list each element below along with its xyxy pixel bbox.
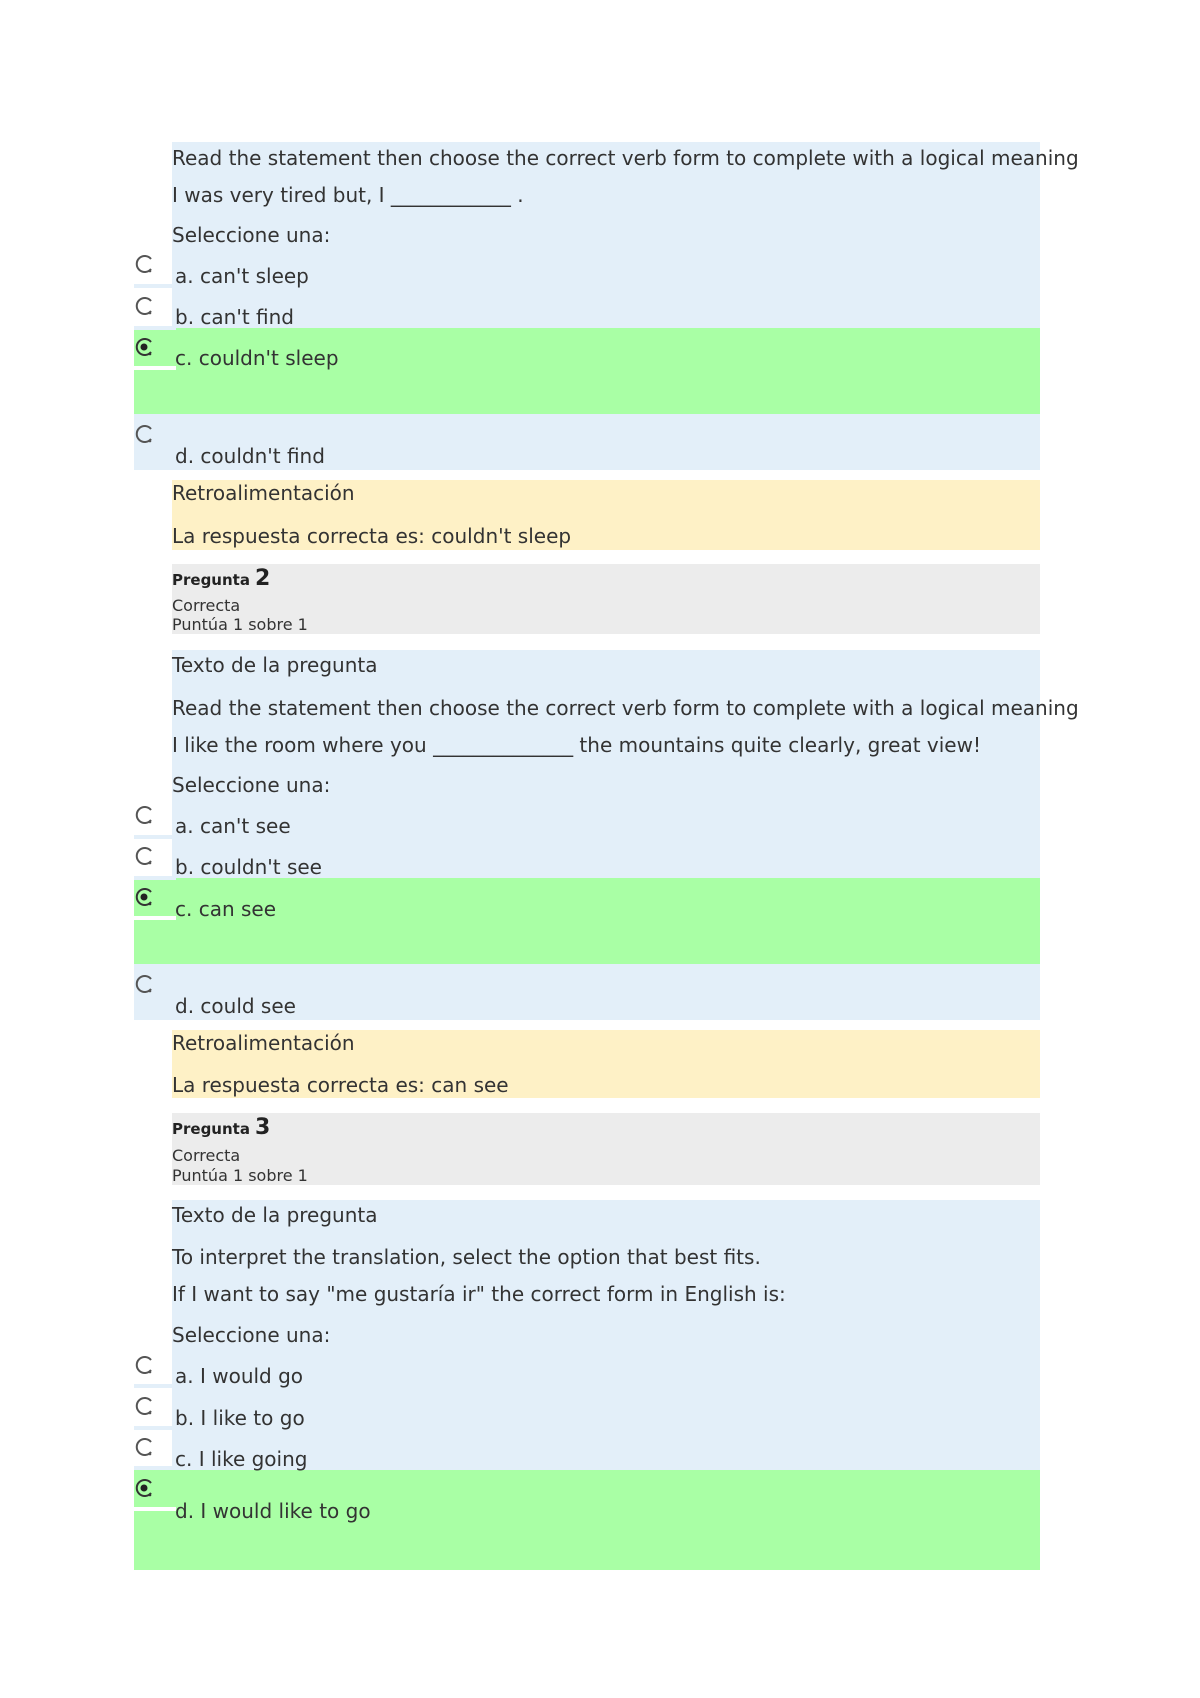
question3-statement: If I want to say "me gustaría ir" the correct form in English is: (172, 1282, 786, 1306)
question2-option-d[interactable]: d. could see (175, 994, 296, 1018)
option-separator (134, 916, 176, 920)
question3-prompt: To interpret the translation, select the option that best fits. (172, 1245, 761, 1269)
question2-text-label: Texto de la pregunta (172, 653, 378, 677)
question3-option-a[interactable]: a. I would go (175, 1364, 304, 1388)
radio-q1-b[interactable] (134, 295, 156, 317)
question2-statement: I like the room where you ______________ the mountains quite clearly, great view! (172, 733, 981, 757)
question1-feedback-title: Retroalimentación (172, 481, 355, 505)
radio-q2-b[interactable] (134, 845, 156, 867)
radio-unchecked-icon (134, 973, 156, 995)
radio-q1-c[interactable] (134, 336, 156, 358)
question1-option-d[interactable]: d. couldn't find (175, 444, 325, 468)
option-separator (134, 284, 176, 288)
question2-status: Correcta (172, 596, 241, 615)
radio-unchecked-icon (134, 253, 156, 275)
radio-checked-icon (134, 1477, 156, 1499)
radio-unchecked-icon (134, 845, 156, 867)
question1-option-c[interactable]: c. couldn't sleep (175, 346, 339, 370)
option-separator (134, 876, 176, 880)
option-separator (134, 1384, 176, 1388)
question1-correct-option-highlight (134, 328, 1040, 414)
option-separator (134, 366, 176, 370)
radio-q2-c[interactable] (134, 886, 156, 908)
question1-feedback-text: La respuesta correcta es: couldn't sleep (172, 524, 572, 548)
question2-body (172, 650, 1040, 878)
question3-option-c[interactable]: c. I like going (175, 1447, 308, 1471)
question2-option-b[interactable]: b. couldn't see (175, 855, 322, 879)
radio-checked-icon (134, 336, 156, 358)
question2-title (172, 566, 270, 591)
radio-q3-d[interactable] (134, 1477, 156, 1499)
question2-title-label: Pregunta (172, 571, 250, 589)
question3-status: Correcta (172, 1146, 241, 1165)
radio-q2-d[interactable] (134, 973, 156, 995)
question3-title-label: Pregunta (172, 1120, 250, 1138)
question1-prompt: Read the statement then choose the correct verb form to complete with a logical meaning (172, 146, 1079, 170)
question2-select-label: Seleccione una: (172, 773, 331, 797)
question2-option-c[interactable]: c. can see (175, 897, 277, 921)
option-separator (134, 1466, 176, 1470)
option-separator (134, 326, 176, 330)
option-separator (134, 1426, 176, 1430)
radio-checked-icon (134, 886, 156, 908)
radio-q3-a[interactable] (134, 1354, 156, 1376)
question3-score: Puntúa 1 sobre 1 (172, 1166, 308, 1185)
question3-select-label: Seleccione una: (172, 1323, 331, 1347)
question1-option-b[interactable]: b. can't find (175, 305, 295, 329)
question3-option-b[interactable]: b. I like to go (175, 1406, 305, 1430)
question1-statement: I was very tired but, I ____________ . (172, 183, 524, 207)
radio-unchecked-icon (134, 295, 156, 317)
question2-option-a[interactable]: a. can't see (175, 814, 291, 838)
option-separator (134, 835, 176, 839)
radio-unchecked-icon (134, 804, 156, 826)
radio-q2-a[interactable] (134, 804, 156, 826)
radio-unchecked-icon (134, 1395, 156, 1417)
question2-feedback-title: Retroalimentación (172, 1031, 355, 1055)
radio-q3-c[interactable] (134, 1436, 156, 1458)
question2-prompt: Read the statement then choose the correct verb form to complete with a logical meaning (172, 696, 1079, 720)
question1-select-label: Seleccione una: (172, 223, 331, 247)
question1-option-a[interactable]: a. can't sleep (175, 264, 309, 288)
question3-option-d[interactable]: d. I would like to go (175, 1499, 371, 1523)
radio-q1-d[interactable] (134, 423, 156, 445)
question3-number: 3 (255, 1115, 271, 1140)
radio-unchecked-icon (134, 423, 156, 445)
question3-title (172, 1115, 270, 1140)
radio-unchecked-icon (134, 1436, 156, 1458)
question3-text-label: Texto de la pregunta (172, 1203, 378, 1227)
radio-q3-b[interactable] (134, 1395, 156, 1417)
radio-unchecked-icon (134, 1354, 156, 1376)
question2-feedback-text: La respuesta correcta es: can see (172, 1073, 509, 1097)
option-separator (134, 1507, 176, 1511)
question2-correct-option-highlight (134, 878, 1040, 964)
radio-q1-a[interactable] (134, 253, 156, 275)
question2-score: Puntúa 1 sobre 1 (172, 615, 308, 634)
question2-number: 2 (255, 566, 271, 591)
